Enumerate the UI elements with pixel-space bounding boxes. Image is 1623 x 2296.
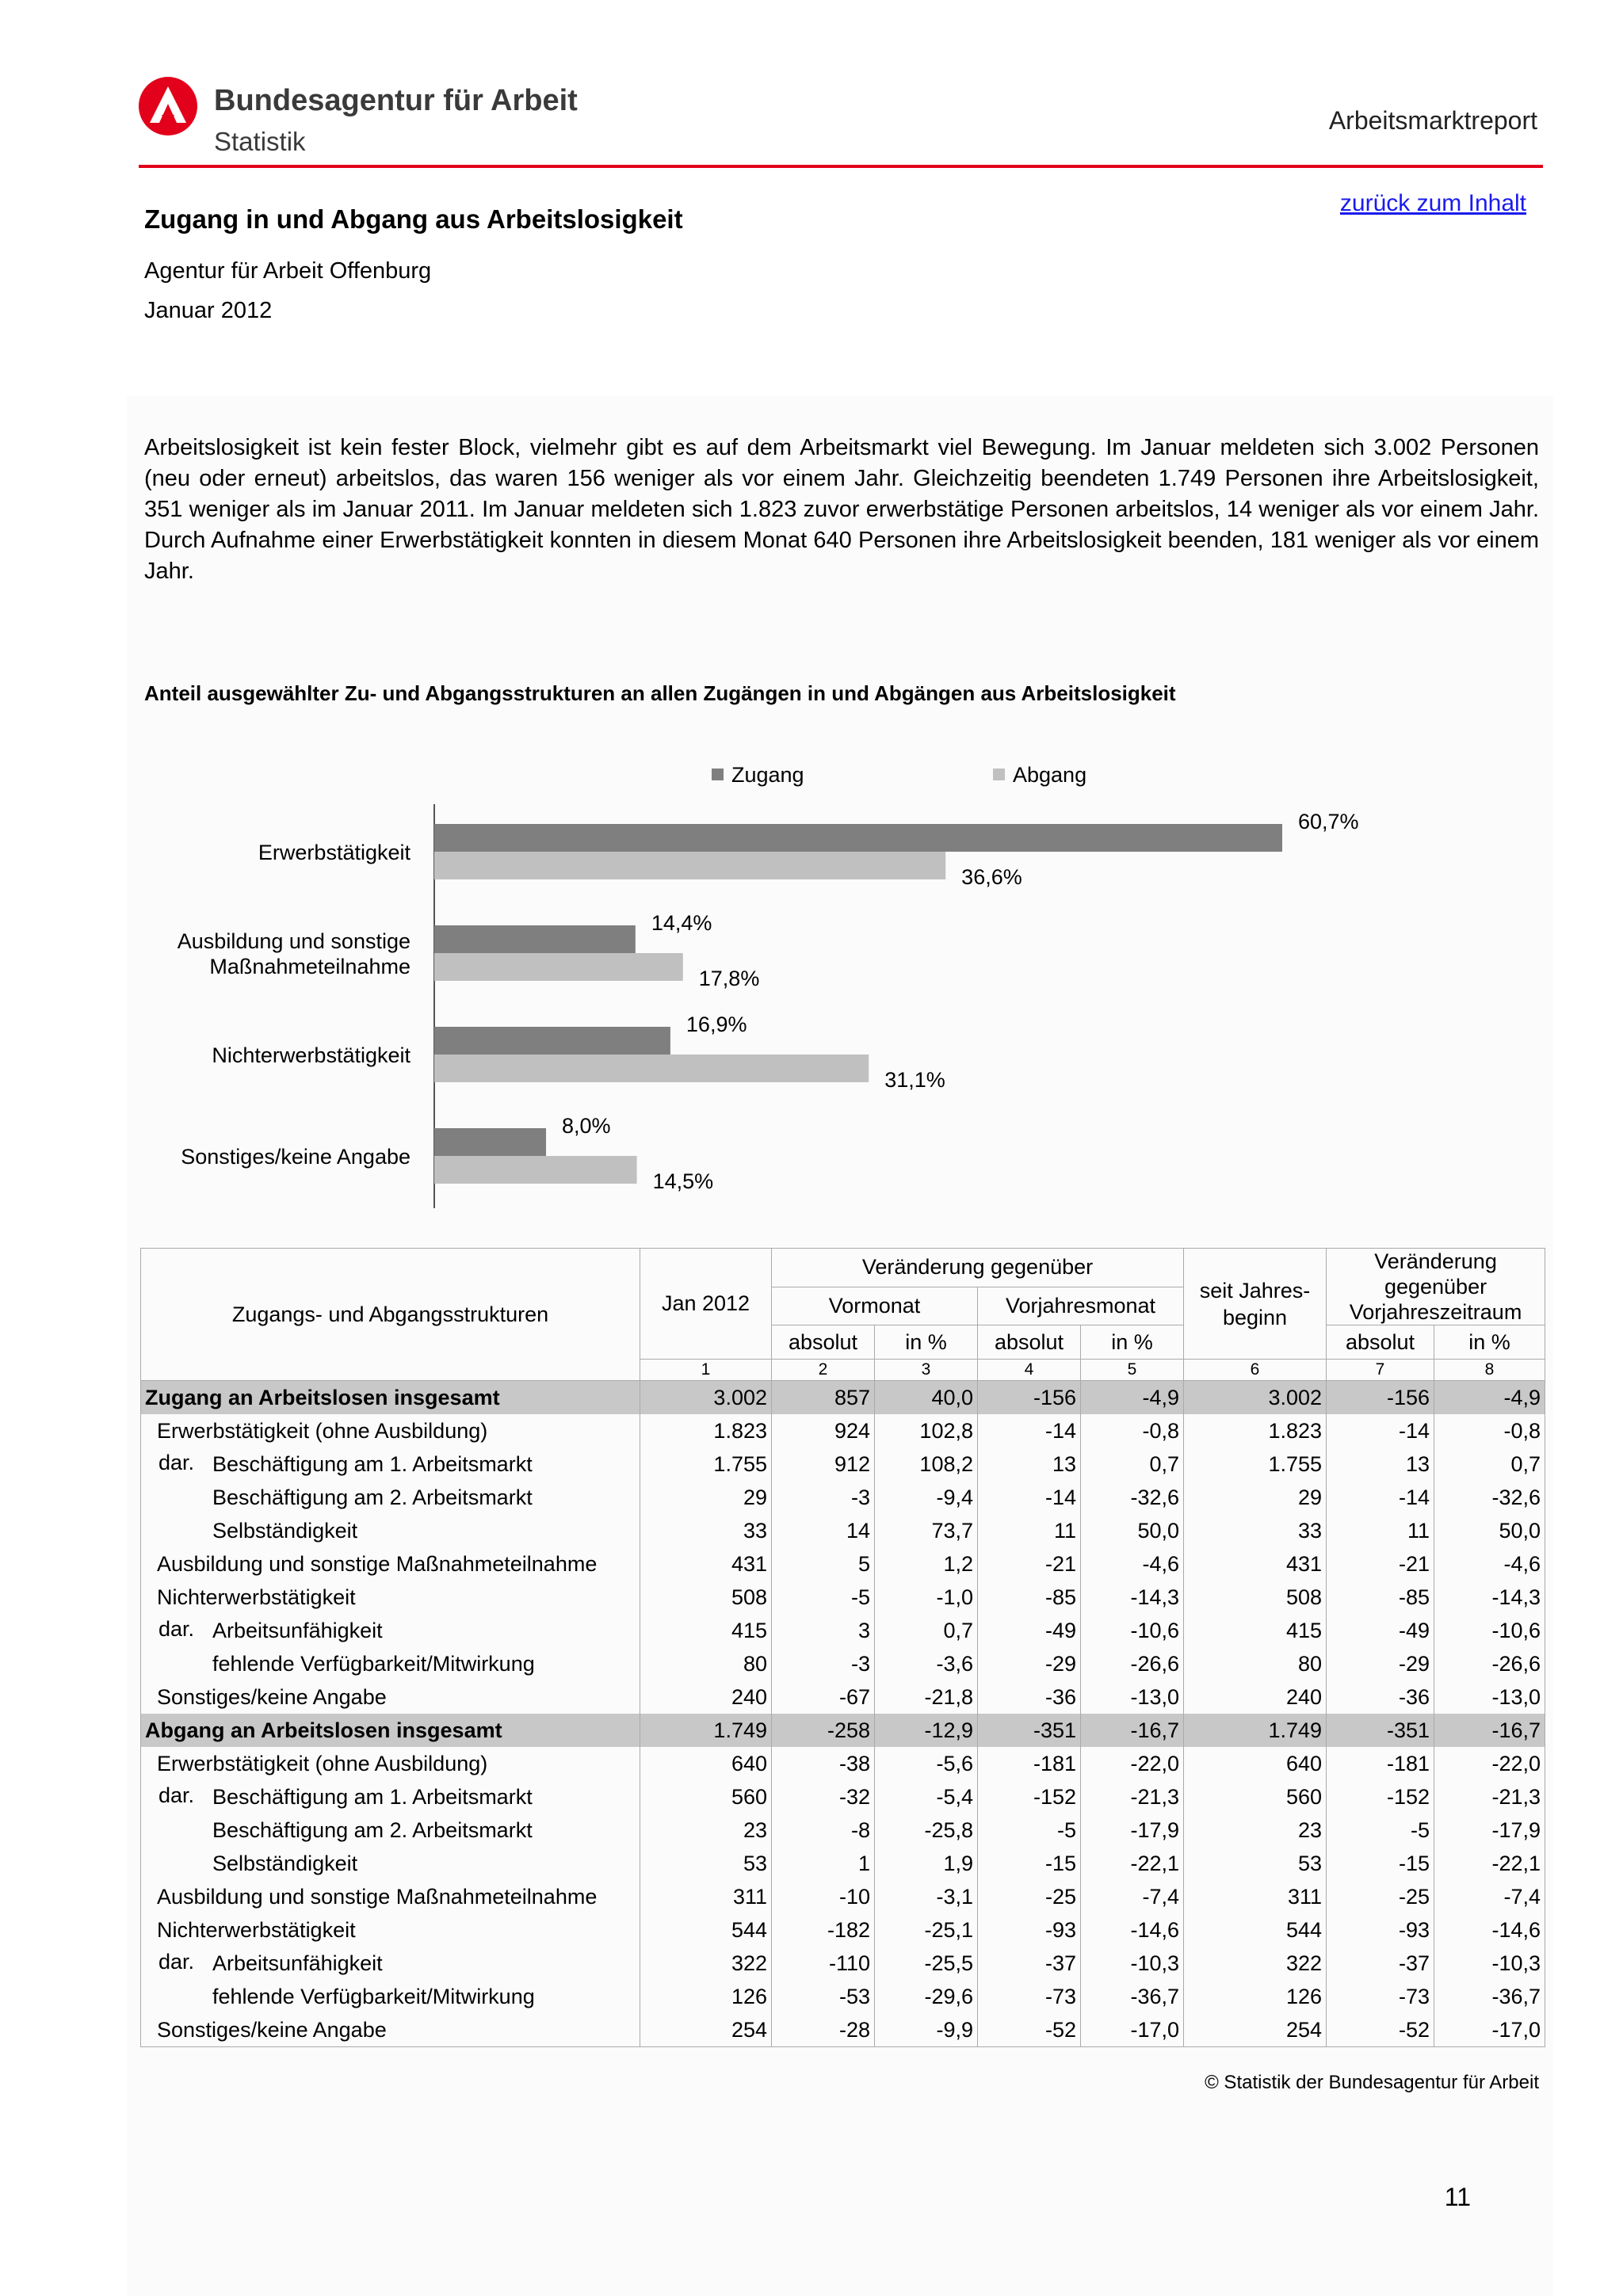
cell-value: 0,7 xyxy=(1081,1447,1184,1481)
cell-value: -258 xyxy=(772,1714,875,1747)
row-label xyxy=(141,1780,640,1814)
cell-value: 50,0 xyxy=(1434,1514,1545,1547)
cell-value: -32,6 xyxy=(1434,1481,1545,1514)
cell-value: -181 xyxy=(978,1747,1081,1780)
table-row xyxy=(141,1980,1545,2013)
cell-value: -10 xyxy=(772,1880,875,1913)
table-row xyxy=(141,1847,1545,1880)
data-label-abgang: 36,6% xyxy=(961,865,1022,889)
data-label-zugang: 14,4% xyxy=(651,911,712,935)
row-label-text: Selbständigkeit xyxy=(212,1851,358,1875)
row-label-text: Zugang an Arbeitslosen insgesamt xyxy=(145,1385,500,1409)
cell-value: 11 xyxy=(1327,1514,1434,1547)
cell-value: -4,6 xyxy=(1081,1547,1184,1581)
cell-value: -156 xyxy=(1327,1381,1434,1415)
table-row xyxy=(141,1913,1545,1947)
cell-value: -22,1 xyxy=(1081,1847,1184,1880)
cell-value: 14 xyxy=(772,1514,875,1547)
col-header-vorjahresmonat: Vorjahresmonat xyxy=(978,1287,1184,1325)
agency-name: Agentur für Arbeit Offenburg xyxy=(144,258,432,284)
cell-value: 508 xyxy=(640,1581,772,1614)
cell-value: 857 xyxy=(772,1381,875,1415)
copyright-note: © Statistik der Bundesagentur für Arbeit xyxy=(1205,2072,1539,2093)
vjz-line-3: Vorjahreszeitraum xyxy=(1349,1300,1522,1324)
table-row xyxy=(141,1880,1545,1913)
brand-name: Bundesagentur für Arbeit xyxy=(214,84,578,117)
cell-value: 560 xyxy=(640,1780,772,1814)
row-label xyxy=(141,1980,640,2013)
row-label xyxy=(141,1847,640,1880)
col-header-absolut: absolut xyxy=(978,1325,1081,1360)
row-label-text: Nichterwerbstätigkeit xyxy=(157,1917,356,1942)
dar-marker: dar. xyxy=(158,1617,195,1641)
cell-value: -12,9 xyxy=(875,1714,978,1747)
cell-value: 0,7 xyxy=(1434,1447,1545,1481)
col-header-vjz xyxy=(1327,1249,1545,1325)
cell-value: 11 xyxy=(978,1514,1081,1547)
table-row xyxy=(141,2013,1545,2047)
cell-value: 53 xyxy=(640,1847,772,1880)
cell-value: 73,7 xyxy=(875,1514,978,1547)
data-label-zugang: 16,9% xyxy=(685,1013,747,1036)
cell-value: -181 xyxy=(1327,1747,1434,1780)
bar-chart xyxy=(0,737,1623,1228)
row-label xyxy=(141,1381,640,1415)
legend-swatch-abgang xyxy=(993,769,1005,780)
legend-label-zugang: Zugang xyxy=(731,763,804,787)
data-label-abgang: 31,1% xyxy=(884,1068,945,1092)
cell-value: -73 xyxy=(1327,1980,1434,2013)
page-title: Zugang in und Abgang aus Arbeitslosigkeit xyxy=(144,204,683,234)
table-row xyxy=(141,1481,1545,1514)
page-number: 11 xyxy=(1444,2183,1471,2211)
table-row xyxy=(141,1747,1545,1780)
row-label-text: Sonstiges/keine Angabe xyxy=(157,2017,387,2042)
cell-value: -14,6 xyxy=(1081,1913,1184,1947)
dar-marker: dar. xyxy=(158,1451,195,1474)
chart-title: Anteil ausgewählter Zu- und Abgangsstrukturen an allen Zugängen in und Abgängen aus Arbeitslosigkeit xyxy=(144,681,1176,705)
cell-value: -17,0 xyxy=(1434,2013,1545,2047)
cell-value: -26,6 xyxy=(1434,1647,1545,1680)
cell-value: -4,9 xyxy=(1081,1381,1184,1415)
col-number: 3 xyxy=(875,1360,978,1381)
header-divider xyxy=(139,165,1543,168)
cell-value: 33 xyxy=(640,1514,772,1547)
cell-value: 508 xyxy=(1184,1581,1327,1614)
col-number: 2 xyxy=(772,1360,875,1381)
cell-value: -0,8 xyxy=(1081,1414,1184,1447)
cell-value: -10,3 xyxy=(1081,1947,1184,1980)
category-label: Maßnahmeteilnahme xyxy=(209,955,411,978)
bar-abgang xyxy=(434,852,945,879)
col-header-absolut: absolut xyxy=(772,1325,875,1360)
cell-value: 254 xyxy=(640,2013,772,2047)
cell-value: -73 xyxy=(978,1980,1081,2013)
cell-value: -26,6 xyxy=(1081,1647,1184,1680)
table-row xyxy=(141,1414,1545,1447)
cell-value: -49 xyxy=(1327,1614,1434,1647)
cell-value: -29 xyxy=(1327,1647,1434,1680)
cell-value: 640 xyxy=(640,1747,772,1780)
cell-value: -21,3 xyxy=(1434,1780,1545,1814)
bar-abgang xyxy=(434,1156,637,1184)
cell-value: -37 xyxy=(1327,1947,1434,1980)
row-label-text: Erwerbstätigkeit (ohne Ausbildung) xyxy=(157,1418,488,1443)
cell-value: -22,0 xyxy=(1434,1747,1545,1780)
row-label-text: fehlende Verfügbarkeit/Mitwirkung xyxy=(212,1651,535,1676)
row-label-text: Abgang an Arbeitslosen insgesamt xyxy=(145,1718,502,1742)
row-label-text: Beschäftigung am 1. Arbeitsmarkt xyxy=(212,1451,533,1476)
cell-value: -22,0 xyxy=(1081,1747,1184,1780)
vjz-line-1: Veränderung xyxy=(1374,1249,1497,1273)
cell-value: -152 xyxy=(1327,1780,1434,1814)
cell-value: 431 xyxy=(640,1547,772,1581)
cell-value: -7,4 xyxy=(1081,1880,1184,1913)
seit-line-1: seit Jahres- xyxy=(1199,1278,1311,1302)
col-header-vormonat: Vormonat xyxy=(772,1287,978,1325)
cell-value: 33 xyxy=(1184,1514,1327,1547)
vjz-line-2: gegenüber xyxy=(1384,1275,1487,1299)
cell-value: 1.823 xyxy=(640,1414,772,1447)
row-label-text: Arbeitsunfähigkeit xyxy=(212,1618,383,1642)
cell-value: -5,4 xyxy=(875,1780,978,1814)
cell-value: -3,6 xyxy=(875,1647,978,1680)
cell-value: -29,6 xyxy=(875,1980,978,2013)
col-number: 8 xyxy=(1434,1360,1545,1381)
cell-value: -85 xyxy=(1327,1581,1434,1614)
col-number: 6 xyxy=(1184,1360,1327,1381)
back-to-contents-link[interactable]: zurück zum Inhalt xyxy=(1339,190,1526,216)
legend-swatch-zugang xyxy=(712,769,724,780)
cell-value: -15 xyxy=(1327,1847,1434,1880)
row-label xyxy=(141,1747,640,1780)
cell-value: -182 xyxy=(772,1913,875,1947)
cell-value: -16,7 xyxy=(1081,1714,1184,1747)
ba-logo-icon xyxy=(137,75,199,137)
cell-value: 126 xyxy=(640,1980,772,2013)
cell-value: -14,6 xyxy=(1434,1913,1545,1947)
cell-value: -17,9 xyxy=(1434,1814,1545,1847)
row-label xyxy=(141,1614,640,1647)
data-label-abgang: 14,5% xyxy=(652,1169,714,1193)
col-number: 5 xyxy=(1081,1360,1184,1381)
table-row xyxy=(141,1581,1545,1614)
row-label xyxy=(141,1714,640,1747)
row-label-text: Beschäftigung am 2. Arbeitsmarkt xyxy=(212,1485,533,1509)
row-label xyxy=(141,1414,640,1447)
cell-value: 415 xyxy=(640,1614,772,1647)
cell-value: -156 xyxy=(978,1381,1081,1415)
cell-value: 53 xyxy=(1184,1847,1327,1880)
cell-value: 240 xyxy=(640,1680,772,1714)
table-row xyxy=(141,1514,1545,1547)
table-total-row xyxy=(141,1381,1545,1415)
cell-value: -14 xyxy=(1327,1414,1434,1447)
cell-value: -9,9 xyxy=(875,2013,978,2047)
cell-value: -1,0 xyxy=(875,1581,978,1614)
cell-value: -93 xyxy=(1327,1913,1434,1947)
cell-value: -17,9 xyxy=(1081,1814,1184,1847)
cell-value: -13,0 xyxy=(1434,1680,1545,1714)
cell-value: -38 xyxy=(772,1747,875,1780)
cell-value: -93 xyxy=(978,1913,1081,1947)
cell-value: -21 xyxy=(1327,1547,1434,1581)
cell-value: 40,0 xyxy=(875,1381,978,1415)
cell-value: 1,9 xyxy=(875,1847,978,1880)
bar-zugang xyxy=(434,925,636,953)
cell-value: 23 xyxy=(1184,1814,1327,1847)
cell-value: -21,8 xyxy=(875,1680,978,1714)
row-label-text: Arbeitsunfähigkeit xyxy=(212,1951,383,1975)
col-header-structures: Zugangs- und Abgangsstrukturen xyxy=(141,1249,640,1381)
cell-value: -3 xyxy=(772,1647,875,1680)
table-row xyxy=(141,1447,1545,1481)
cell-value: -25,8 xyxy=(875,1814,978,1847)
data-label-zugang: 8,0% xyxy=(562,1114,611,1138)
col-header-seit xyxy=(1184,1249,1327,1360)
table-row xyxy=(141,1680,1545,1714)
cell-value: 29 xyxy=(640,1481,772,1514)
cell-value: 13 xyxy=(1327,1447,1434,1481)
col-number: 4 xyxy=(978,1360,1081,1381)
cell-value: -10,6 xyxy=(1081,1614,1184,1647)
row-label xyxy=(141,1680,640,1714)
col-header-inpct: in % xyxy=(875,1325,978,1360)
cell-value: 1,2 xyxy=(875,1547,978,1581)
col-header-inpct: in % xyxy=(1081,1325,1184,1360)
bar-zugang xyxy=(434,1027,670,1055)
row-label-text: Selbständigkeit xyxy=(212,1518,358,1543)
col-header-change: Veränderung gegenüber xyxy=(772,1249,1184,1287)
cell-value: -21,3 xyxy=(1081,1780,1184,1814)
cell-value: -7,4 xyxy=(1434,1880,1545,1913)
row-label xyxy=(141,1947,640,1980)
cell-value: 254 xyxy=(1184,2013,1327,2047)
cell-value: -5 xyxy=(772,1581,875,1614)
flows-table xyxy=(140,1248,1545,2047)
cell-value: 1.823 xyxy=(1184,1414,1327,1447)
col-number: 7 xyxy=(1327,1360,1434,1381)
row-label-text: Ausbildung und sonstige Maßnahmeteilnahme xyxy=(157,1551,598,1576)
dar-marker: dar. xyxy=(158,1783,195,1807)
cell-value: -85 xyxy=(978,1581,1081,1614)
category-label: Nichterwerbstätigkeit xyxy=(212,1043,411,1067)
cell-value: 924 xyxy=(772,1414,875,1447)
cell-value: -53 xyxy=(772,1980,875,2013)
cell-value: -14 xyxy=(1327,1481,1434,1514)
cell-value: 80 xyxy=(1184,1647,1327,1680)
cell-value: 544 xyxy=(640,1913,772,1947)
cell-value: 1 xyxy=(772,1847,875,1880)
cell-value: -5,6 xyxy=(875,1747,978,1780)
cell-value: -9,4 xyxy=(875,1481,978,1514)
cell-value: -36,7 xyxy=(1081,1980,1184,2013)
cell-value: -49 xyxy=(978,1614,1081,1647)
cell-value: -15 xyxy=(978,1847,1081,1880)
cell-value: -36 xyxy=(978,1680,1081,1714)
cell-value: -14,3 xyxy=(1081,1581,1184,1614)
cell-value: 560 xyxy=(1184,1780,1327,1814)
row-label xyxy=(141,1647,640,1680)
cell-value: -351 xyxy=(1327,1714,1434,1747)
cell-value: -351 xyxy=(978,1714,1081,1747)
intro-paragraph: Arbeitslosigkeit ist kein fester Block, vielmehr gibt es auf dem Arbeitsmarkt viel Bewegung. Im Januar meldeten sich 3.002 Personen (neu oder erneut) arbeitslos, das waren 156 weniger als vor einem Jahr. Gleichzeitig beendeten 1.749 Personen ihre Arbeitslosigkeit, 351 weniger als im Januar 2011. Im Januar meldeten sich 1.823 zuvor erwerbstätige Personen arbeitslos, 14 weniger als vor einem Jahr. Durch Aufnahme einer Erwerbstätigkeit konnten in diesem Monat 640 Personen ihre Arbeitslosigkeit beenden, 181 weniger als vor einem Jahr. xyxy=(144,435,1539,584)
row-label-text: Nichterwerbstätigkeit xyxy=(157,1585,356,1609)
cell-value: -67 xyxy=(772,1680,875,1714)
table-row xyxy=(141,1780,1545,1814)
cell-value: -28 xyxy=(772,2013,875,2047)
cell-value: 50,0 xyxy=(1081,1514,1184,1547)
cell-value: -32 xyxy=(772,1780,875,1814)
cell-value: -25,5 xyxy=(875,1947,978,1980)
row-label-text: Ausbildung und sonstige Maßnahmeteilnahme xyxy=(157,1884,598,1909)
cell-value: -4,9 xyxy=(1434,1381,1545,1415)
cell-value: -0,8 xyxy=(1434,1414,1545,1447)
row-label xyxy=(141,1514,640,1547)
cell-value: -152 xyxy=(978,1780,1081,1814)
row-label-text: Sonstiges/keine Angabe xyxy=(157,1684,387,1709)
legend-label-abgang: Abgang xyxy=(1013,763,1087,787)
table-total-row xyxy=(141,1714,1545,1747)
cell-value: 108,2 xyxy=(875,1447,978,1481)
row-label xyxy=(141,1447,640,1481)
row-label-text: fehlende Verfügbarkeit/Mitwirkung xyxy=(212,1984,535,2008)
cell-value: -13,0 xyxy=(1081,1680,1184,1714)
cell-value: 29 xyxy=(1184,1481,1327,1514)
cell-value: 1.755 xyxy=(640,1447,772,1481)
cell-value: -3,1 xyxy=(875,1880,978,1913)
bar-zugang xyxy=(434,824,1282,852)
row-label xyxy=(141,1547,640,1581)
cell-value: -3 xyxy=(772,1481,875,1514)
col-number: 1 xyxy=(640,1360,772,1381)
cell-value: -29 xyxy=(978,1647,1081,1680)
col-header-absolut: absolut xyxy=(1327,1325,1434,1360)
cell-value: -36,7 xyxy=(1434,1980,1545,2013)
row-label xyxy=(141,2013,640,2047)
row-label-text: Beschäftigung am 2. Arbeitsmarkt xyxy=(212,1817,533,1842)
row-label-text: Beschäftigung am 1. Arbeitsmarkt xyxy=(212,1784,533,1809)
cell-value: 1.749 xyxy=(640,1714,772,1747)
cell-value: 912 xyxy=(772,1447,875,1481)
row-label xyxy=(141,1814,640,1847)
cell-value: 80 xyxy=(640,1647,772,1680)
row-label xyxy=(141,1880,640,1913)
cell-value: -22,1 xyxy=(1434,1847,1545,1880)
cell-value: -5 xyxy=(1327,1814,1434,1847)
cell-value: -52 xyxy=(978,2013,1081,2047)
data-label-abgang: 17,8% xyxy=(698,967,760,990)
row-label xyxy=(141,1581,640,1614)
cell-value: -8 xyxy=(772,1814,875,1847)
table-row xyxy=(141,1547,1545,1581)
cell-value: -21 xyxy=(978,1547,1081,1581)
cell-value: 0,7 xyxy=(875,1614,978,1647)
cell-value: 1.755 xyxy=(1184,1447,1327,1481)
bar-abgang xyxy=(434,953,683,981)
cell-value: 3.002 xyxy=(640,1381,772,1415)
cell-value: -25 xyxy=(1327,1880,1434,1913)
row-label xyxy=(141,1481,640,1514)
cell-value: 311 xyxy=(1184,1880,1327,1913)
cell-value: 3 xyxy=(772,1614,875,1647)
report-label: Arbeitsmarktreport xyxy=(1328,106,1537,135)
cell-value: -110 xyxy=(772,1947,875,1980)
category-label: Ausbildung und sonstige xyxy=(177,929,411,953)
bar-abgang xyxy=(434,1055,869,1082)
cell-value: 3.002 xyxy=(1184,1381,1327,1415)
seit-line-2: beginn xyxy=(1222,1305,1288,1329)
cell-value: 102,8 xyxy=(875,1414,978,1447)
cell-value: 13 xyxy=(978,1447,1081,1481)
brand-sub: Statistik xyxy=(214,127,306,156)
cell-value: -25,1 xyxy=(875,1913,978,1947)
bar-zugang xyxy=(434,1128,546,1156)
cell-value: -25 xyxy=(978,1880,1081,1913)
cell-value: 240 xyxy=(1184,1680,1327,1714)
table-row xyxy=(141,1947,1545,1980)
cell-value: 322 xyxy=(640,1947,772,1980)
cell-value: -17,0 xyxy=(1081,2013,1184,2047)
row-label xyxy=(141,1913,640,1947)
cell-value: -14 xyxy=(978,1414,1081,1447)
cell-value: -10,3 xyxy=(1434,1947,1545,1980)
dar-marker: dar. xyxy=(158,1950,195,1974)
cell-value: -14,3 xyxy=(1434,1581,1545,1614)
cell-value: 322 xyxy=(1184,1947,1327,1980)
report-period: Januar 2012 xyxy=(144,298,273,323)
table-row xyxy=(141,1814,1545,1847)
cell-value: 1.749 xyxy=(1184,1714,1327,1747)
cell-value: -5 xyxy=(978,1814,1081,1847)
col-header-inpct: in % xyxy=(1434,1325,1545,1360)
cell-value: 431 xyxy=(1184,1547,1327,1581)
cell-value: 5 xyxy=(772,1547,875,1581)
cell-value: -32,6 xyxy=(1081,1481,1184,1514)
row-label-text: Erwerbstätigkeit (ohne Ausbildung) xyxy=(157,1751,488,1775)
cell-value: -36 xyxy=(1327,1680,1434,1714)
cell-value: -10,6 xyxy=(1434,1614,1545,1647)
cell-value: -4,6 xyxy=(1434,1547,1545,1581)
data-label-zugang: 60,7% xyxy=(1298,810,1359,833)
cell-value: -37 xyxy=(978,1947,1081,1980)
table-row xyxy=(141,1647,1545,1680)
cell-value: -16,7 xyxy=(1434,1714,1545,1747)
cell-value: 126 xyxy=(1184,1980,1327,2013)
cell-value: 311 xyxy=(640,1880,772,1913)
cell-value: -52 xyxy=(1327,2013,1434,2047)
cell-value: 544 xyxy=(1184,1913,1327,1947)
cell-value: 415 xyxy=(1184,1614,1327,1647)
cell-value: 640 xyxy=(1184,1747,1327,1780)
table-row xyxy=(141,1614,1545,1647)
cell-value: 23 xyxy=(640,1814,772,1847)
cell-value: -14 xyxy=(978,1481,1081,1514)
category-label: Sonstiges/keine Angabe xyxy=(181,1145,411,1169)
category-label: Erwerbstätigkeit xyxy=(258,841,411,864)
col-header-jan: Jan 2012 xyxy=(640,1249,772,1360)
